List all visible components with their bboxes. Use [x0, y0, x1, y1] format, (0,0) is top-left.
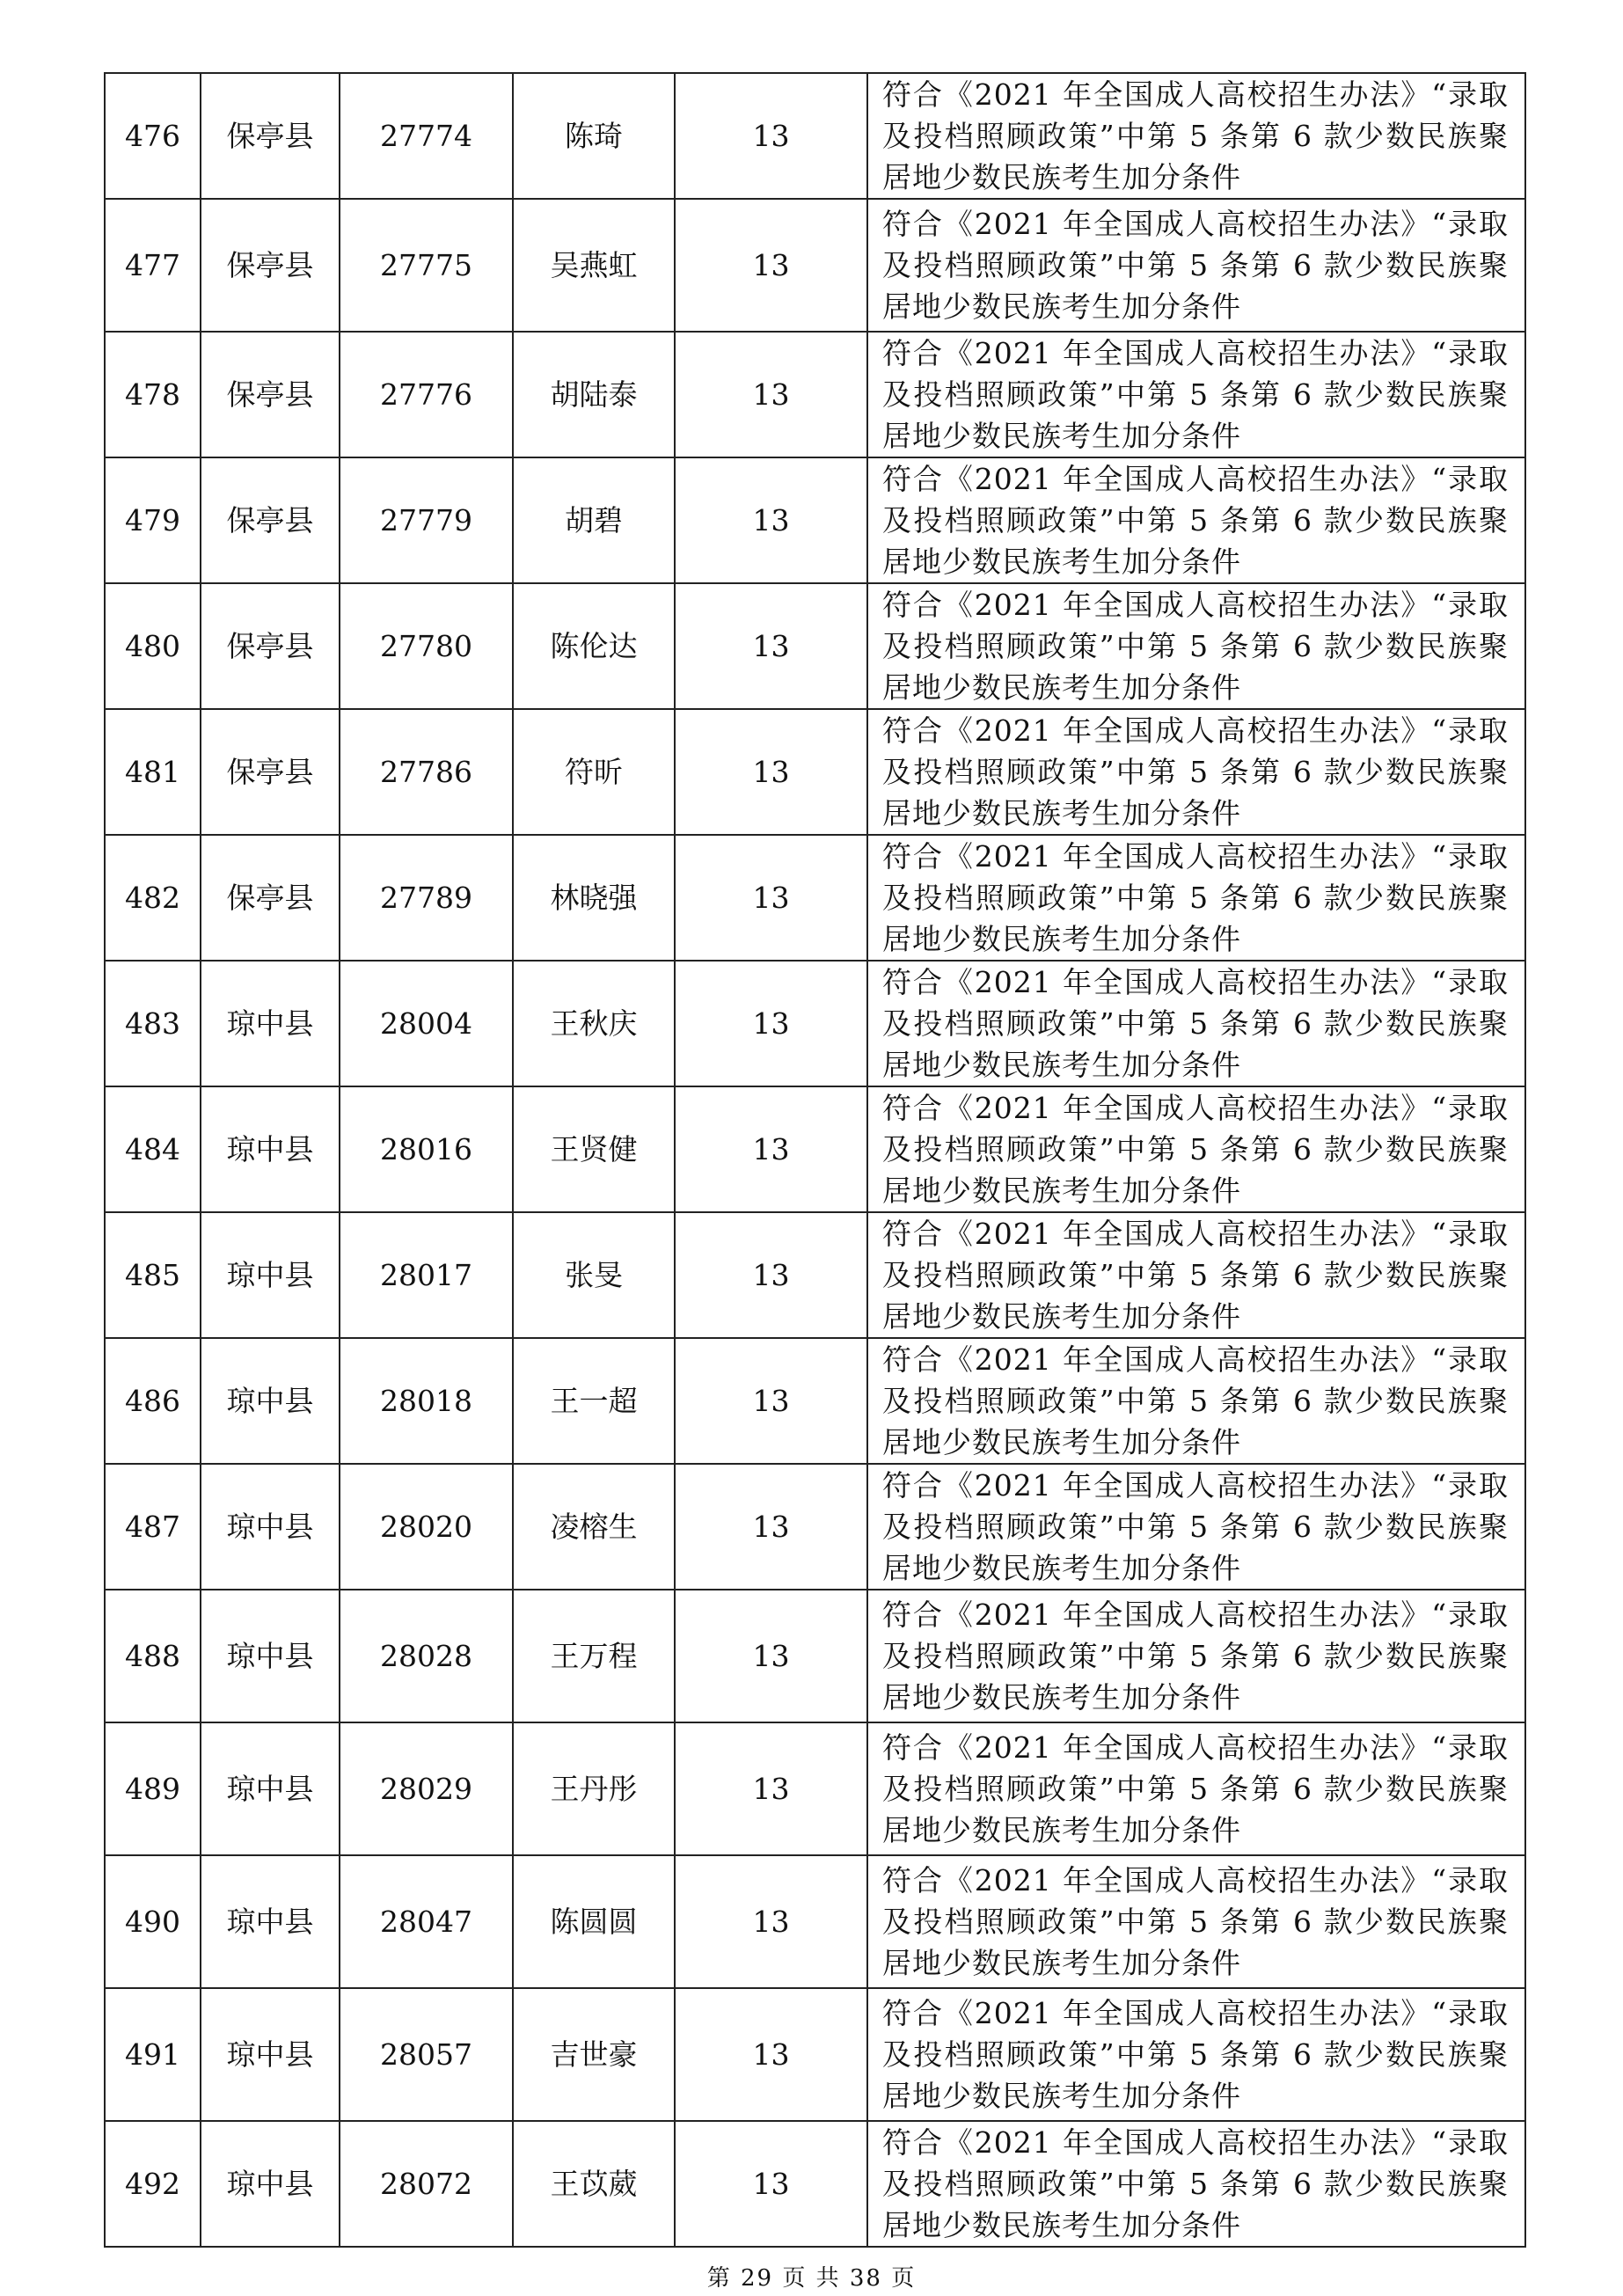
bonus-score-cell: 13	[675, 1590, 867, 1722]
remark-cell: 符合《2021 年全国成人高校招生办法》“录取及投档照顾政策”中第 5 条第 6 款少数民族聚居地少数民族考生加分条件	[867, 961, 1525, 1086]
bonus-score-cell: 13	[675, 2121, 867, 2247]
bonus-score-cell: 13	[675, 1338, 867, 1464]
bonus-score-cell: 13	[675, 332, 867, 457]
table-row	[105, 2121, 1525, 2247]
table-row	[105, 835, 1525, 961]
remark-cell: 符合《2021 年全国成人高校招生办法》“录取及投档照顾政策”中第 5 条第 6 款少数民族聚居地少数民族考生加分条件	[867, 709, 1525, 835]
table-row	[105, 73, 1525, 199]
bonus-score-cell: 13	[675, 457, 867, 583]
county-cell: 保亭县	[201, 199, 340, 332]
county-cell: 保亭县	[201, 835, 340, 961]
row-number-cell: 482	[105, 835, 201, 961]
table-row	[105, 457, 1525, 583]
row-number-cell: 486	[105, 1338, 201, 1464]
remark-cell: 符合《2021 年全国成人高校招生办法》“录取及投档照顾政策”中第 5 条第 6 款少数民族聚居地少数民族考生加分条件	[867, 1988, 1525, 2121]
candidate-id-cell: 28004	[340, 961, 513, 1086]
candidate-name-cell: 吴燕虹	[513, 199, 675, 332]
county-cell: 琼中县	[201, 1338, 340, 1464]
table-row	[105, 961, 1525, 1086]
remark-cell: 符合《2021 年全国成人高校招生办法》“录取及投档照顾政策”中第 5 条第 6 款少数民族聚居地少数民族考生加分条件	[867, 2121, 1525, 2247]
bonus-score-cell: 13	[675, 1212, 867, 1338]
candidate-id-cell: 28047	[340, 1855, 513, 1988]
row-number-cell: 490	[105, 1855, 201, 1988]
bonus-score-cell: 13	[675, 1086, 867, 1212]
candidate-id-cell: 27779	[340, 457, 513, 583]
candidate-id-cell: 28057	[340, 1988, 513, 2121]
county-cell: 保亭县	[201, 332, 340, 457]
bonus-score-cell: 13	[675, 1988, 867, 2121]
candidate-id-cell: 27775	[340, 199, 513, 332]
candidate-id-cell: 28017	[340, 1212, 513, 1338]
remark-cell: 符合《2021 年全国成人高校招生办法》“录取及投档照顾政策”中第 5 条第 6 款少数民族聚居地少数民族考生加分条件	[867, 73, 1525, 199]
table-row	[105, 1590, 1525, 1722]
candidate-name-cell: 符昕	[513, 709, 675, 835]
county-cell: 琼中县	[201, 1590, 340, 1722]
row-number-cell: 483	[105, 961, 201, 1086]
page-number-footer: 第 29 页 共 38 页	[706, 2265, 917, 2292]
table-row	[105, 1988, 1525, 2121]
row-number-cell: 478	[105, 332, 201, 457]
candidate-id-cell: 28020	[340, 1464, 513, 1590]
candidate-id-cell: 28029	[340, 1722, 513, 1855]
row-number-cell: 481	[105, 709, 201, 835]
remark-cell: 符合《2021 年全国成人高校招生办法》“录取及投档照顾政策”中第 5 条第 6 款少数民族聚居地少数民族考生加分条件	[867, 1722, 1525, 1855]
bonus-score-cell: 13	[675, 709, 867, 835]
candidate-name-cell: 陈圆圆	[513, 1855, 675, 1988]
table-row	[105, 583, 1525, 709]
table-body	[105, 73, 1525, 2247]
candidate-name-cell: 胡陆泰	[513, 332, 675, 457]
candidate-name-cell: 陈琦	[513, 73, 675, 199]
table-row	[105, 1722, 1525, 1855]
row-number-cell: 485	[105, 1212, 201, 1338]
bonus-score-cell: 13	[675, 961, 867, 1086]
row-number-cell: 477	[105, 199, 201, 332]
table-row	[105, 199, 1525, 332]
table-row	[105, 332, 1525, 457]
table-row	[105, 1338, 1525, 1464]
table-row	[105, 1212, 1525, 1338]
candidate-id-cell: 27789	[340, 835, 513, 961]
bonus-score-cell: 13	[675, 199, 867, 332]
bonus-score-cell: 13	[675, 835, 867, 961]
row-number-cell: 476	[105, 73, 201, 199]
county-cell: 琼中县	[201, 961, 340, 1086]
bonus-score-cell: 13	[675, 1722, 867, 1855]
candidate-name-cell: 吉世豪	[513, 1988, 675, 2121]
candidate-table	[104, 72, 1526, 2248]
county-cell: 琼中县	[201, 1855, 340, 1988]
remark-cell: 符合《2021 年全国成人高校招生办法》“录取及投档照顾政策”中第 5 条第 6 款少数民族聚居地少数民族考生加分条件	[867, 1855, 1525, 1988]
county-cell: 琼中县	[201, 1464, 340, 1590]
bonus-score-cell: 13	[675, 1464, 867, 1590]
candidate-name-cell: 王一超	[513, 1338, 675, 1464]
candidate-id-cell: 28018	[340, 1338, 513, 1464]
candidate-id-cell: 28072	[340, 2121, 513, 2247]
county-cell: 琼中县	[201, 1086, 340, 1212]
bonus-score-cell: 13	[675, 73, 867, 199]
county-cell: 琼中县	[201, 2121, 340, 2247]
remark-cell: 符合《2021 年全国成人高校招生办法》“录取及投档照顾政策”中第 5 条第 6 款少数民族聚居地少数民族考生加分条件	[867, 457, 1525, 583]
row-number-cell: 491	[105, 1988, 201, 2121]
candidate-name-cell: 王万程	[513, 1590, 675, 1722]
candidate-name-cell: 凌榕生	[513, 1464, 675, 1590]
county-cell: 保亭县	[201, 73, 340, 199]
county-cell: 琼中县	[201, 1212, 340, 1338]
candidate-name-cell: 王苡葳	[513, 2121, 675, 2247]
candidate-name-cell: 胡碧	[513, 457, 675, 583]
candidate-name-cell: 张旻	[513, 1212, 675, 1338]
county-cell: 保亭县	[201, 709, 340, 835]
table-row	[105, 1855, 1525, 1988]
county-cell: 保亭县	[201, 457, 340, 583]
candidate-id-cell: 28016	[340, 1086, 513, 1212]
row-number-cell: 489	[105, 1722, 201, 1855]
remark-cell: 符合《2021 年全国成人高校招生办法》“录取及投档照顾政策”中第 5 条第 6 款少数民族聚居地少数民族考生加分条件	[867, 199, 1525, 332]
candidate-name-cell: 王丹彤	[513, 1722, 675, 1855]
remark-cell: 符合《2021 年全国成人高校招生办法》“录取及投档照顾政策”中第 5 条第 6 款少数民族聚居地少数民族考生加分条件	[867, 1212, 1525, 1338]
row-number-cell: 487	[105, 1464, 201, 1590]
remark-cell: 符合《2021 年全国成人高校招生办法》“录取及投档照顾政策”中第 5 条第 6 款少数民族聚居地少数民族考生加分条件	[867, 583, 1525, 709]
candidate-name-cell: 陈伦达	[513, 583, 675, 709]
county-cell: 琼中县	[201, 1722, 340, 1855]
remark-cell: 符合《2021 年全国成人高校招生办法》“录取及投档照顾政策”中第 5 条第 6 款少数民族聚居地少数民族考生加分条件	[867, 1464, 1525, 1590]
row-number-cell: 488	[105, 1590, 201, 1722]
remark-cell: 符合《2021 年全国成人高校招生办法》“录取及投档照顾政策”中第 5 条第 6 款少数民族聚居地少数民族考生加分条件	[867, 332, 1525, 457]
table-row	[105, 1086, 1525, 1212]
candidate-name-cell: 林晓强	[513, 835, 675, 961]
candidate-id-cell: 28028	[340, 1590, 513, 1722]
bonus-score-cell: 13	[675, 1855, 867, 1988]
candidate-id-cell: 27786	[340, 709, 513, 835]
remark-cell: 符合《2021 年全国成人高校招生办法》“录取及投档照顾政策”中第 5 条第 6 款少数民族聚居地少数民族考生加分条件	[867, 1086, 1525, 1212]
candidate-id-cell: 27774	[340, 73, 513, 199]
remark-cell: 符合《2021 年全国成人高校招生办法》“录取及投档照顾政策”中第 5 条第 6 款少数民族聚居地少数民族考生加分条件	[867, 1590, 1525, 1722]
row-number-cell: 484	[105, 1086, 201, 1212]
county-cell: 琼中县	[201, 1988, 340, 2121]
candidate-id-cell: 27776	[340, 332, 513, 457]
table-row	[105, 1464, 1525, 1590]
candidate-name-cell: 王贤健	[513, 1086, 675, 1212]
row-number-cell: 492	[105, 2121, 201, 2247]
remark-cell: 符合《2021 年全国成人高校招生办法》“录取及投档照顾政策”中第 5 条第 6 款少数民族聚居地少数民族考生加分条件	[867, 835, 1525, 961]
row-number-cell: 480	[105, 583, 201, 709]
candidate-name-cell: 王秋庆	[513, 961, 675, 1086]
table-row	[105, 709, 1525, 835]
county-cell: 保亭县	[201, 583, 340, 709]
bonus-score-cell: 13	[675, 583, 867, 709]
candidate-id-cell: 27780	[340, 583, 513, 709]
remark-cell: 符合《2021 年全国成人高校招生办法》“录取及投档照顾政策”中第 5 条第 6 款少数民族聚居地少数民族考生加分条件	[867, 1338, 1525, 1464]
row-number-cell: 479	[105, 457, 201, 583]
